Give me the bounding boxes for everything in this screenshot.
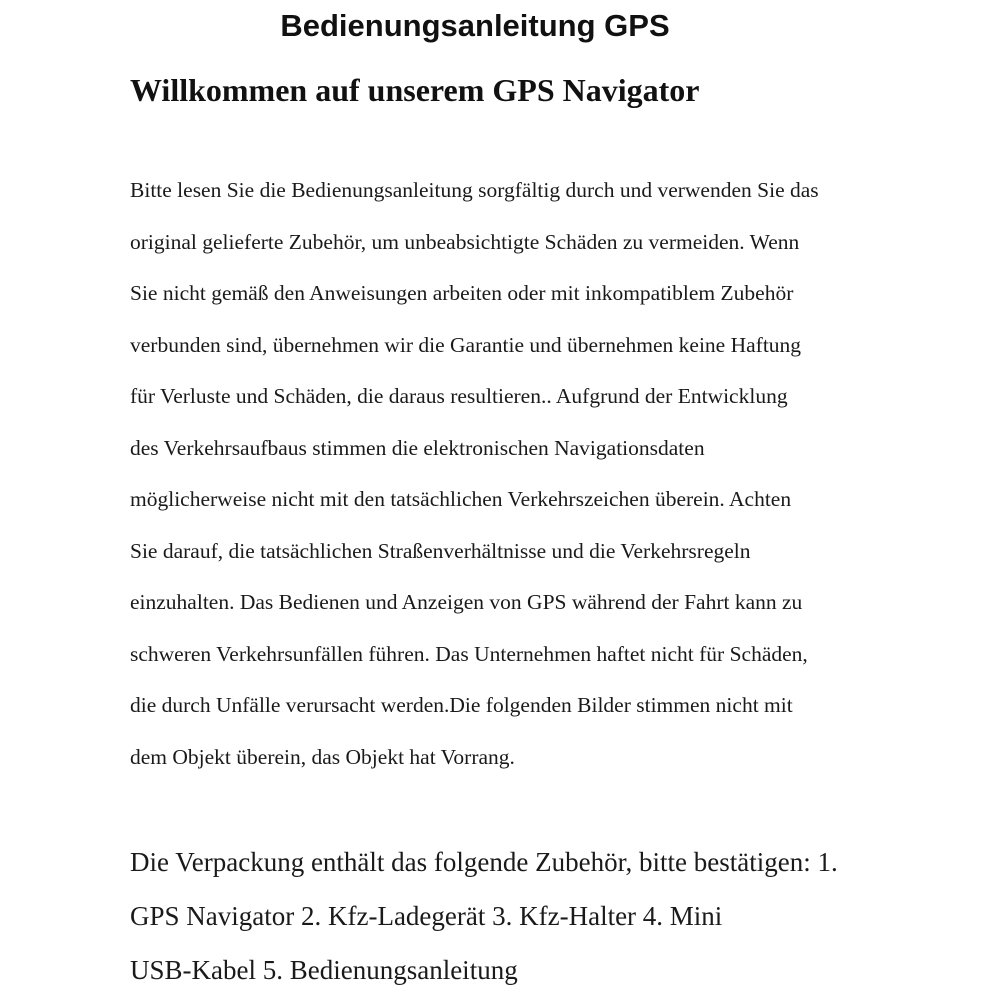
intro-line: original gelieferte Zubehör, um unbeabsichtigte Schäden zu vermeiden. Wenn: [130, 229, 800, 254]
package-contents-paragraph: [130, 835, 838, 997]
intro-line: Sie darauf, die tatsächlichen Straßenverhältnisse und die Verkehrsregeln: [130, 538, 751, 563]
contents-line: USB-Kabel 5. Bedienungsanleitung: [130, 955, 518, 985]
intro-line: Sie nicht gemäß den Anweisungen arbeiten oder mit inkompatiblem Zubehör: [130, 281, 794, 305]
document-title: Bedienungsanleitung GPS: [280, 8, 670, 43]
intro-line: dem Objekt überein, das Objekt hat Vorrang.: [130, 744, 515, 769]
intro-line: die durch Unfälle verursacht werden.Die folgenden Bilder stimmen nicht mit: [130, 693, 793, 717]
intro-line: möglicherweise nicht mit den tatsächlichen Verkehrszeichen überein. Achten: [130, 487, 792, 511]
intro-line: schweren Verkehrsunfällen führen. Das Unternehmen haftet nicht für Schäden,: [130, 641, 808, 666]
welcome-heading: Willkommen auf unserem GPS Navigator: [130, 72, 700, 108]
intro-line: für Verluste und Schäden, die daraus resultieren.. Aufgrund der Entwicklung: [130, 384, 788, 408]
intro-line: des Verkehrsaufbaus stimmen die elektronischen Navigationsdaten: [130, 435, 705, 460]
contents-line: Die Verpackung enthält das folgende Zubehör, bitte bestätigen: 1.: [130, 847, 838, 877]
intro-line: verbunden sind, übernehmen wir die Garantie und übernehmen keine Haftung: [130, 332, 802, 357]
intro-line: Bitte lesen Sie die Bedienungsanleitung sorgfältig durch und verwenden Sie das: [130, 178, 819, 202]
intro-paragraph: [130, 165, 819, 783]
contents-line: GPS Navigator 2. Kfz-Ladegerät 3. Kfz-Halter 4. Mini: [130, 901, 723, 931]
intro-line: einzuhalten. Das Bedienen und Anzeigen von GPS während der Fahrt kann zu: [130, 590, 803, 614]
